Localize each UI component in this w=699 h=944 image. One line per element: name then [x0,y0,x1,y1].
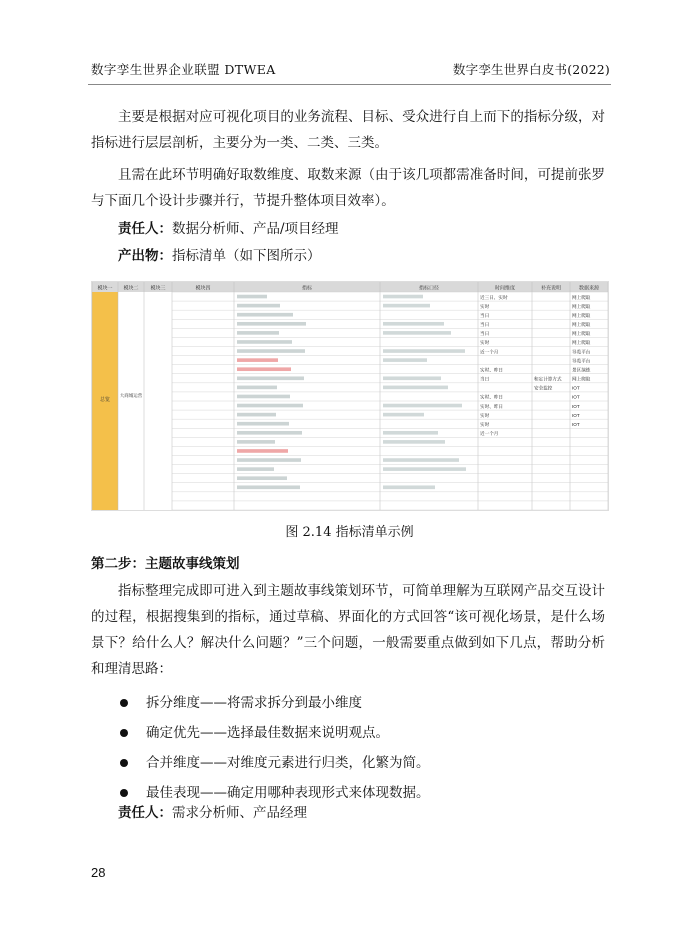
blurred-text [383,349,465,353]
time-cell: 当日 [480,376,490,382]
table-header-cell: 数据来源 [578,285,600,292]
blurred-text [237,386,277,390]
page-number: 28 [91,865,106,880]
source-cell: 网上爬取 [572,322,591,328]
output-label: 产出物： [118,248,172,264]
source-cell: 导览平台 [572,358,591,364]
blurred-text [237,349,305,353]
source-cell: 网上爬取 [572,294,591,300]
blurred-text [383,431,438,435]
source-cell: 网上爬取 [572,331,591,337]
blurred-text [237,322,306,326]
blurred-text [237,340,292,344]
blurred-text [237,422,289,426]
blurred-text [383,467,466,471]
merged-label-col2: 大商城运营 [119,393,143,398]
table-header-cell: 指标 [301,285,313,292]
blurred-text [383,376,441,380]
source-cell: 网上爬取 [572,303,591,309]
table-header-cell: 模块一 [97,285,113,292]
time-cell: 近一个月 [480,349,499,355]
blurred-text [383,304,430,308]
section-heading: 第二步：主题故事线策划 [91,556,240,572]
table-header-cell: 指标口径 [418,285,440,292]
responsible-value-2: 需求分析师、产品经理 [172,805,307,821]
table-header-cell: 时间维度 [494,285,516,292]
time-cell: 当日 [480,322,490,328]
time-cell: 当日 [480,331,490,337]
source-cell: 网上爬取 [572,340,591,346]
bullet-dot-icon [120,699,128,707]
blurred-text [237,458,301,462]
blurred-text [237,295,267,299]
blurred-text [237,467,274,471]
responsible-label: 责任人： [118,221,172,237]
blurred-text [237,395,290,399]
responsible-line-1 [118,216,598,242]
table-header-cell: 模块三 [150,285,166,292]
blurred-text [383,386,448,390]
responsible-line-2 [118,800,598,826]
paragraph-1: 主要是根据对应可视化项目的业务流程、目标、受众进行自上而下的指标分级，对指标进行层层剖析，主要分为一类、二类、三类。 [91,109,605,151]
blurred-text [237,476,287,480]
blurred-text [383,413,424,417]
time-cell: 近一个月 [480,431,499,437]
blurred-text [383,295,423,299]
time-cell: 实时 [480,340,490,346]
note-cell: 安全监控 [534,385,553,391]
bullet-item: 最佳表现——确定用哪种表现形式来体现数据。 [118,778,430,808]
time-cell: 近三日、实时 [480,294,508,300]
source-cell: 网上爬取 [572,312,591,318]
source-cell: IOT [572,385,580,391]
blurred-text [237,313,293,317]
bullet-dot-icon [120,759,128,767]
time-cell: 实时、昨日 [480,367,503,373]
source-cell: IOT [572,394,580,400]
blurred-text [383,440,445,444]
time-cell: 实时 [480,421,490,427]
header-divider [88,84,611,85]
bullet-dot-icon [120,729,128,737]
bullet-item: 确定优先——选择最佳数据来说明观点。 [118,718,430,748]
responsible-value: 数据分析师、产品/项目经理 [172,221,339,237]
source-cell: 景区演练 [572,367,591,373]
responsible-label-2: 责任人： [118,805,172,821]
source-cell: IOT [572,403,580,409]
running-header-left: 数字孪生世界企业联盟 DTWEA [91,62,276,77]
time-cell: 实时、昨日 [480,403,503,409]
blurred-text [237,331,279,335]
blurred-text [237,413,276,417]
source-cell: IOT [572,421,580,427]
blurred-text [237,404,303,408]
table-header-cell: 模块二 [123,285,139,292]
source-cell: 导览平台 [572,349,591,355]
blurred-text [383,322,444,326]
blurred-text [383,458,459,462]
bullet-list [118,688,430,808]
blurred-text [237,304,280,308]
blurred-text [237,440,275,444]
blurred-text [237,358,278,362]
time-cell: 实时、昨日 [480,394,503,400]
blurred-text [237,485,300,489]
blurred-text [383,404,462,408]
bullet-item: 拆分维度——将需求拆分到最小维度 [118,688,430,718]
bullet-item: 合并维度——对维度元素进行归类，化繁为简。 [118,748,430,778]
merged-label-col1: 总览 [99,397,111,403]
output-value: 指标清单（如下图所示） [172,248,321,264]
blurred-text [237,431,302,435]
blurred-text [383,358,427,362]
figure-caption: 图 2.14 指标清单示例 [285,525,414,540]
indicator-table-figure [91,281,609,511]
note-cell: 和定计算方式 [534,376,562,382]
output-line [118,243,598,269]
paragraph-3: 指标整理完成即可进入到主题故事线策划环节，可简单理解为互联网产品交互设计的过程，根据搜集到的指标，通过草稿、界面化的方式回答“该可视化场景，是什么场景下？给什么人？解决什么问题？”三个问题，一般需要重点做到如下几点，帮助分析和理清思路： [91,583,605,677]
header-row-bg [92,282,608,292]
source-cell: IOT [572,412,580,418]
table-header-cell: 补充说明 [540,285,562,292]
running-header-right: 数字孪生世界白皮书(2022) [452,62,610,77]
time-cell: 当日 [480,312,490,318]
blurred-text [237,449,288,453]
paragraph-2: 且需在此环节明确好取数维度、取数来源（由于该几项都需准备时间，可提前张罗与下面几个设计步骤并行，节提升整体项目效率）。 [91,167,605,209]
blurred-text [383,485,435,489]
blurred-text [383,331,451,335]
indicator-table-image [92,282,608,510]
blurred-text [237,376,304,380]
table-header-cell: 模块四 [195,285,211,292]
blurred-text [237,367,291,371]
bullet-dot-icon [120,789,128,797]
time-cell: 实时 [480,303,490,309]
time-cell: 实时 [480,412,490,418]
source-cell: 网上爬取 [572,376,591,382]
